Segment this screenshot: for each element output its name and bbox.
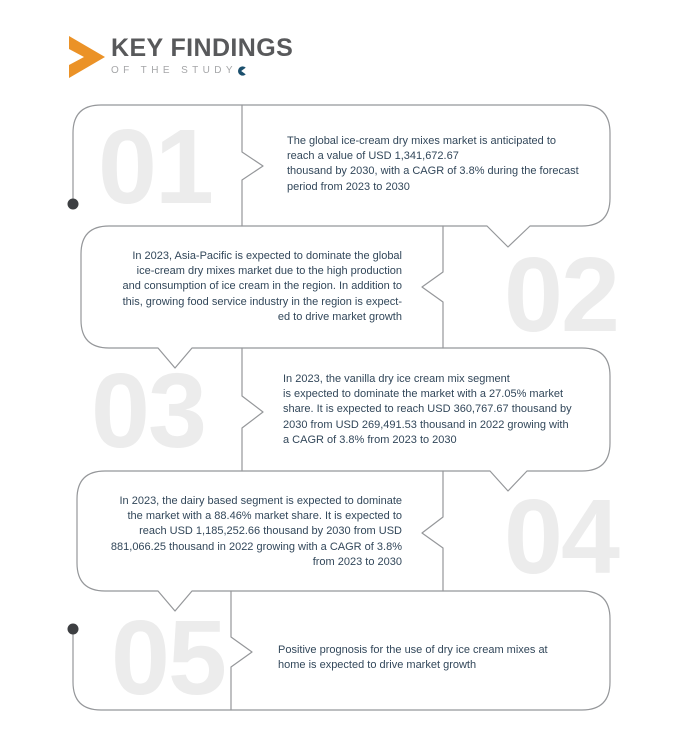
finding-text-line: this, growing food service industry in the region is expect- [122, 295, 402, 308]
divider-chevron-4 [422, 471, 443, 591]
orange-chevron-icon [69, 36, 105, 78]
finding-text-line: reach USD 1,185,252.66 thousand by 2030 from USD [139, 525, 402, 538]
finding-text-line: from 2023 to 2030 [312, 555, 402, 568]
bubble-number-05: 05 [111, 599, 225, 717]
page-title: KEY FINDINGS [111, 34, 294, 62]
finding-text-line: the market with a 88.46% market share. It is expected to [127, 510, 402, 523]
bubble-number-01: 01 [98, 108, 212, 226]
finding-text-line: Positive prognosis for the use of dry ice cream mixes at [278, 644, 548, 656]
header [69, 36, 293, 78]
bottom-terminal-dot [68, 624, 79, 635]
finding-text-line: a CAGR of 3.8% from 2023 to 2030 [283, 433, 457, 446]
finding-text-line: thousand by 2030, with a CAGR of 3.8% during the forecast [287, 165, 579, 178]
finding-text-line: 881,066.25 thousand in 2022 growing with a CAGR of 3.8% [110, 540, 402, 553]
divider-chevron-1 [242, 105, 263, 226]
finding-text-line: In 2023, the vanilla dry ice cream mix segment [283, 373, 510, 385]
finding-text-line: reach a value of USD 1,341,672.67 [287, 150, 459, 163]
bubble-number-02: 02 [504, 236, 618, 354]
page-subtitle-row [111, 65, 293, 76]
divider-chevron-2 [422, 226, 443, 348]
bubble-number-04: 04 [504, 478, 618, 596]
subtitle-crescent-icon [238, 66, 248, 76]
finding-text-4 [100, 494, 402, 570]
finding-text-line: 2030 from USD 269,491.53 thousand in 2022 growing with [283, 418, 569, 431]
finding-text-line: period from 2023 to 2030 [287, 180, 410, 193]
finding-text-5 [278, 643, 548, 673]
finding-text-line: In 2023, the dairy based segment is expected to dominate [119, 495, 402, 507]
finding-text-1 [287, 134, 579, 195]
finding-text-line: share. It is expected to reach USD 360,767.67 thousand by [283, 403, 572, 416]
page-subtitle: OF THE STUDY [111, 65, 237, 76]
finding-text-line: ed to drive market growth [277, 310, 402, 323]
title-block [111, 36, 293, 76]
divider-chevron-3 [242, 348, 263, 471]
finding-text-line: The global ice-cream dry mixes market is anticipated to [287, 135, 556, 147]
finding-text-line: In 2023, Asia-Pacific is expected to dominate the global [132, 250, 402, 262]
finding-text-line: and consumption of ice cream in the region. In addition to [122, 280, 402, 293]
finding-text-line: is expected to dominate the market with a 27.05% market [283, 388, 564, 401]
finding-text-3 [283, 372, 572, 448]
finding-text-line: home is expected to drive market growth [278, 659, 477, 672]
bubble-number-03: 03 [91, 352, 205, 470]
finding-text-line: ice-cream dry mixes market due to the high production [136, 265, 402, 278]
finding-text-2 [100, 249, 402, 325]
